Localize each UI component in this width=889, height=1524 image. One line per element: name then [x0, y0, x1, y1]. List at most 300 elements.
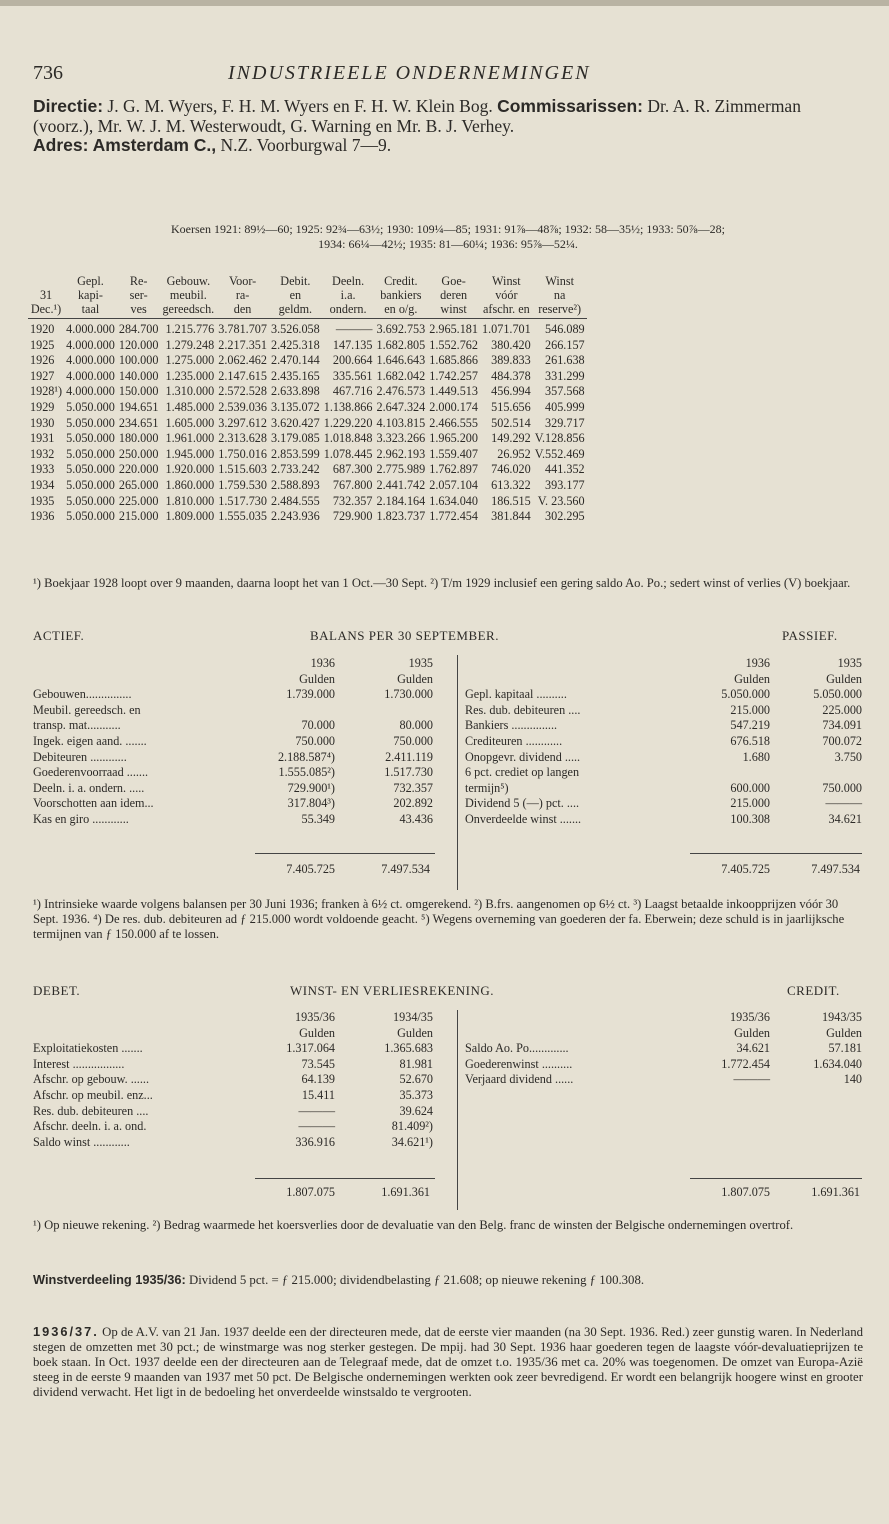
year-header: 1935/36	[730, 1010, 770, 1024]
statement-row	[465, 734, 862, 750]
line-item-label: Ingek. eigen aand. .......	[33, 733, 147, 748]
table-cell: 1.945.000	[165, 446, 215, 461]
line-item-label: Dividend 5 (—) pct. ....	[465, 796, 580, 811]
row-year: 1932	[30, 446, 55, 461]
table-cell: 393.177	[545, 477, 585, 492]
year-header: 1934/35	[393, 1010, 433, 1024]
actief-table	[33, 656, 433, 828]
adres-text: N.Z. Voorburgwal 7—9.	[216, 135, 392, 155]
table-row	[28, 494, 587, 510]
table-cell: 150.000	[118, 384, 159, 399]
winstverdeeling-paragraph	[33, 1272, 863, 1288]
line-item-value: 39.624	[399, 1103, 433, 1118]
line-item-value: 700.072	[822, 733, 862, 748]
table-cell: 4.000.000	[66, 368, 115, 383]
line-item-label: Crediteuren ............	[465, 733, 563, 748]
column-header: Deeln.	[332, 274, 365, 288]
column-header: geldm.	[269, 302, 322, 319]
statement-row	[33, 687, 433, 703]
column-header: en o/g.	[374, 302, 427, 319]
column-header: en	[289, 288, 302, 302]
table-cell: 389.833	[491, 353, 531, 368]
line-item-label: Gebouwen...............	[33, 687, 132, 702]
column-header: kapi-	[77, 288, 103, 302]
line-item-label: termijn⁵)	[465, 780, 509, 795]
statement-row	[465, 796, 862, 812]
table-cell: 1.860.000	[165, 477, 215, 492]
table-cell: 149.292	[491, 431, 531, 446]
table-cell: 200.664	[332, 353, 373, 368]
year-header: 1935	[837, 656, 862, 670]
line-item-value: 1.555.085²)	[278, 765, 335, 780]
line-item-value: 750.000	[822, 780, 862, 795]
table-cell: 2.184.164	[376, 493, 426, 508]
closing-label: 1936/37.	[33, 1324, 99, 1339]
table-cell: 3.135.072	[270, 399, 320, 414]
statement-row	[465, 718, 862, 734]
line-item-value: 5.050.000	[813, 687, 862, 702]
line-item-value: 547.219	[730, 718, 770, 733]
table-cell: 4.000.000	[66, 337, 115, 352]
table-cell: 1.515.603	[218, 462, 267, 477]
table-cell: 515.656	[491, 399, 531, 414]
line-item-value: 676.518	[730, 733, 770, 748]
table-cell: 26.952	[497, 446, 531, 461]
directie-text: J. G. M. Wyers, F. H. M. Wyers en F. H. W. Klein Bog.	[103, 96, 493, 116]
line-item-value: 1.730.000	[384, 687, 433, 702]
line-item-value: 15.411	[301, 1087, 335, 1102]
table-cell: 380.420	[491, 337, 531, 352]
table-cell: 2.441.742	[376, 477, 426, 492]
line-item-label: Gepl. kapitaal ..........	[465, 687, 567, 702]
line-item-label: Deeln. i. a. ondern. .....	[33, 780, 145, 795]
passief-table	[465, 656, 862, 828]
line-item-value: 5.050.000	[721, 687, 770, 702]
winst-title: WINST- EN VERLIESREKENING.	[290, 983, 495, 998]
column-header: afschr. en	[480, 302, 533, 319]
line-item-value: 55.349	[301, 811, 335, 826]
table-cell: 5.050.000	[66, 509, 115, 524]
closing-text: Op de A.V. van 21 Jan. 1937 deelde een der directeuren mede, dat de eerste vier maanden (na 30 Sept. 1936. Red.) zeer gunstig waren. In Nederland stegen de omzetten met 30 pct.; de winstmarge was nog sterker gestegen. De mpij. had 30 Sept. 1936 haar goederen tegen de laagste vóór-devaluatieprijzen te boek staan. In Oct. 1937 deelde een der directeuren aan de Telegraaf mede, dat de omzet t.o. 1935/36 met ca. 20% was toegenomen. De omzet van Europa-Azië steeg in de eerste 9 maanden van 1937 met 50 pct. De Belgische ondernemingen werkten ook zeer bevredigend. Er wordt een belangrijk hoogere winst en grooter dividend verwacht. Het ligt in de bedoeling het onverdeelde winstsaldo te vergrooten.	[33, 1325, 863, 1399]
table-cell: 5.050.000	[66, 493, 115, 508]
spacer-cell	[33, 672, 255, 688]
line-item-value: 140	[843, 1072, 862, 1087]
historical-figures-table	[28, 274, 587, 525]
commissarissen-label: Commissarissen:	[497, 96, 643, 116]
unit-header-row	[33, 672, 433, 688]
table-cell: 1.449.513	[429, 384, 478, 399]
table-cell: 3.620.427	[270, 415, 320, 430]
statement-row	[33, 750, 433, 766]
line-item-label: Interest .................	[33, 1056, 125, 1071]
table-cell: 100.000	[118, 353, 159, 368]
table-cell: 225.000	[118, 493, 159, 508]
table-cell: 331.299	[545, 368, 585, 383]
table-cell: 357.568	[545, 384, 585, 399]
column-header: Credit.	[384, 274, 418, 288]
line-item-value: 750.000	[393, 733, 433, 748]
statement-row	[33, 1041, 433, 1057]
statement-row	[33, 1057, 433, 1073]
line-item-value: 2.188.587⁴)	[277, 749, 335, 764]
table-cell: 1.750.016	[218, 446, 267, 461]
table-cell: 2.588.893	[270, 477, 320, 492]
unit-header: Gulden	[734, 671, 770, 686]
table-row	[28, 400, 587, 416]
table-row	[28, 462, 587, 478]
line-item-label: Onopgevr. dividend .....	[465, 749, 581, 764]
line-item-value: 732.357	[393, 780, 433, 795]
table-cell: 120.000	[118, 337, 159, 352]
column-header: Voor-	[228, 274, 257, 288]
line-item-label: Res. dub. debiteuren ....	[33, 1103, 149, 1118]
table-cell: 767.800	[332, 477, 373, 492]
table-cell: 2.853.599	[270, 446, 320, 461]
debet-table	[33, 1010, 433, 1150]
table-cell: 746.020	[491, 462, 531, 477]
table-cell: V. 23.560	[537, 493, 585, 508]
line-item-value: 64.139	[301, 1072, 335, 1087]
spacer-cell	[465, 672, 690, 688]
table-row	[28, 384, 587, 400]
line-item-label: Debiteuren ............	[33, 749, 127, 764]
statement-row	[33, 703, 433, 719]
table-cell: 1.965.200	[429, 431, 478, 446]
spacer-cell	[33, 656, 255, 672]
line-item-label: Voorschotten aan idem...	[33, 796, 154, 811]
column-header: Winst	[492, 274, 521, 288]
table-cell: 5.050.000	[66, 415, 115, 430]
debet-total-a: 1.807.075	[286, 1185, 335, 1199]
row-year: 1931	[30, 431, 55, 446]
table-cell: V.128.856	[534, 431, 585, 446]
line-item-label: transp. mat...........	[33, 718, 121, 733]
closing-paragraph	[33, 1324, 863, 1400]
line-item-value: 734.091	[822, 718, 862, 733]
table-row	[28, 338, 587, 354]
line-item-value: 3.750	[834, 749, 862, 764]
page-number: 736	[33, 62, 63, 84]
line-item-value	[690, 765, 770, 781]
table-cell: 147.135	[332, 337, 373, 352]
table-cell: 261.638	[545, 353, 585, 368]
directie-label: Directie:	[33, 96, 104, 116]
statement-row	[465, 750, 862, 766]
credit-total-rule	[690, 1178, 862, 1179]
table-cell: 1.279.248	[165, 337, 215, 352]
table-cell: 3.692.753	[376, 322, 426, 336]
line-item-value	[770, 765, 862, 781]
table-cell: 732.357	[332, 493, 373, 508]
spacer-cell	[465, 1026, 690, 1042]
table-cell: 2.733.242	[270, 462, 320, 477]
column-header: 31	[39, 288, 53, 302]
line-item-value: 1.680	[742, 749, 770, 764]
table-row	[28, 509, 587, 525]
line-item-value: ———	[298, 1119, 335, 1134]
line-item-label: Afschr. op meubil. enz...	[33, 1087, 153, 1102]
row-year: 1925	[30, 337, 55, 352]
line-item-value: 729.900¹)	[287, 780, 335, 795]
line-item-value: 70.000	[301, 718, 335, 733]
actief-total-1936: 7.405.725	[286, 862, 335, 876]
line-item-value: 1.317.064	[286, 1041, 335, 1056]
table-cell: 266.157	[545, 337, 585, 352]
winst-left-heading: DEBET.	[33, 983, 81, 998]
debet-total-b: 1.691.361	[381, 1185, 430, 1199]
row-year: 1935	[30, 493, 55, 508]
line-item-label: Afschr. deeln. i. a. ond.	[33, 1119, 147, 1134]
debet-total-rule	[255, 1178, 435, 1179]
balans-right-heading: PASSIEF.	[782, 628, 838, 643]
table-cell: 2.243.936	[270, 509, 320, 524]
line-item-value	[335, 703, 433, 719]
table-cell: 1.634.040	[429, 493, 478, 508]
column-header: taal	[64, 302, 117, 319]
line-item-label: Exploitatiekosten .......	[33, 1041, 143, 1056]
row-year: 1929	[30, 399, 55, 414]
table-cell: 2.057.104	[429, 477, 478, 492]
table-cell: 2.775.989	[376, 462, 426, 477]
header-row	[28, 288, 587, 302]
line-item-label: Afschr. op gebouw. ......	[33, 1072, 149, 1087]
table-cell: 381.844	[491, 509, 531, 524]
intro-paragraph	[33, 97, 863, 156]
statement-row	[33, 781, 433, 797]
line-item-value: 73.545	[301, 1056, 335, 1071]
table-cell: 1.759.530	[218, 477, 267, 492]
table-cell: 1.742.257	[429, 368, 478, 383]
unit-header: Gulden	[299, 671, 335, 686]
table-cell: 456.994	[491, 384, 531, 399]
unit-header: Gulden	[826, 1025, 862, 1040]
table-cell: 2.000.174	[429, 399, 478, 414]
line-item-value	[255, 703, 335, 719]
line-item-label: Saldo winst ............	[33, 1134, 130, 1149]
spacer-cell	[465, 1010, 690, 1026]
balans-left-heading: ACTIEF.	[33, 628, 85, 643]
line-item-value: 225.000	[822, 702, 862, 717]
line-item-value: 34.621	[736, 1041, 770, 1056]
table-cell: 5.050.000	[66, 431, 115, 446]
table-cell: 2.466.555	[429, 415, 478, 430]
table-cell: 2.539.036	[218, 399, 267, 414]
table-cell: 2.962.193	[376, 446, 426, 461]
line-item-label: 6 pct. crediet op langen	[465, 765, 580, 780]
statement-row	[465, 1057, 862, 1073]
unit-header: Gulden	[826, 671, 862, 686]
table-cell: 2.572.528	[218, 384, 267, 399]
line-item-value: 1.772.454	[721, 1056, 770, 1071]
statement-row	[465, 1072, 862, 1088]
table-cell: 1.310.000	[165, 384, 215, 399]
actief-total-1935: 7.497.534	[381, 862, 430, 876]
spacer-cell	[465, 656, 690, 672]
table-row	[28, 353, 587, 369]
line-item-value: 202.892	[393, 796, 433, 811]
table-cell: 2.217.351	[218, 337, 267, 352]
line-item-value: 1.739.000	[286, 687, 335, 702]
table-cell: 1.517.730	[218, 493, 267, 508]
unit-header-row	[465, 1026, 862, 1042]
table-cell: 1.920.000	[165, 462, 215, 477]
table-row	[28, 416, 587, 432]
table-cell: 4.000.000	[66, 353, 115, 368]
line-item-value: 2.411.119	[385, 749, 433, 764]
table-cell: 5.050.000	[66, 477, 115, 492]
line-item-value: 336.916	[295, 1134, 335, 1149]
line-item-value: 81.409²)	[391, 1119, 433, 1134]
year-header-row	[33, 1010, 433, 1026]
column-header: ser-	[129, 288, 148, 302]
line-item-value: ———	[733, 1072, 770, 1087]
winstverdeeling-text: Dividend 5 pct. = ƒ 215.000; dividendbelasting ƒ 21.608; op nieuwe rekening ƒ 100.308.	[185, 1273, 645, 1287]
table-cell: 613.322	[491, 477, 531, 492]
table-cell: 1.555.035	[218, 509, 267, 524]
line-item-value: 34.621¹)	[391, 1134, 433, 1149]
table-cell: 1.685.866	[429, 353, 478, 368]
column-header: vóór	[495, 288, 518, 302]
table-cell: 3.179.085	[270, 431, 320, 446]
unit-header: Gulden	[734, 1025, 770, 1040]
table-cell: 140.000	[118, 368, 159, 383]
header-row	[28, 274, 587, 288]
column-header: reserve²)	[533, 302, 587, 319]
line-item-label: Goederenvoorraad .......	[33, 765, 149, 780]
column-header: bankiers	[380, 288, 422, 302]
table-cell: 2.476.573	[376, 384, 426, 399]
winst-divider	[457, 1010, 458, 1210]
year-header-row	[465, 1010, 862, 1026]
statement-row	[33, 734, 433, 750]
table-row	[28, 319, 587, 338]
table-cell: 502.514	[491, 415, 531, 430]
line-item-value: 1.365.683	[384, 1041, 433, 1056]
year-header-row	[465, 656, 862, 672]
table-cell: 3.526.058	[270, 322, 320, 336]
unit-header: Gulden	[299, 1025, 335, 1040]
table-cell: 1.071.701	[481, 322, 531, 336]
table-cell: 335.561	[332, 368, 373, 383]
table-cell: 284.700	[118, 322, 159, 336]
table-cell: 1.810.000	[165, 493, 215, 508]
row-year: 1930	[30, 415, 55, 430]
line-item-label: Saldo Ao. Po.............	[465, 1041, 569, 1056]
statement-row	[33, 765, 433, 781]
table-cell: 220.000	[118, 462, 159, 477]
row-year: 1927	[30, 368, 55, 383]
line-item-label: Onverdeelde winst .......	[465, 811, 582, 826]
table-row	[28, 478, 587, 494]
table-cell: 1.823.737	[376, 509, 426, 524]
year-header-row	[33, 656, 433, 672]
column-header: Gepl.	[77, 274, 104, 288]
table-cell: 1.078.445	[323, 446, 373, 461]
line-item-value: 57.181	[828, 1041, 862, 1056]
table-cell: 2.484.555	[270, 493, 320, 508]
koersen-line-2: 1934: 66¼—42½; 1935: 81—60¼; 1936: 95⅞—52¼.	[318, 237, 578, 251]
credit-total-b: 1.691.361	[811, 1185, 860, 1199]
table-row	[28, 369, 587, 385]
row-year: 1920	[30, 322, 55, 336]
line-item-value: 35.373	[399, 1087, 433, 1102]
line-item-value: 215.000	[730, 702, 770, 717]
passief-total-1935: 7.497.534	[811, 862, 860, 876]
footnote-main-table: ¹) Boekjaar 1928 loopt over 9 maanden, daarna loopt het van 1 Oct.—30 Sept. ²) T/m 1929 inclusief een gering saldo Ao. Po.; sedert winst of verlies (V) boekjaar.	[33, 576, 851, 590]
column-header: ra-	[235, 288, 250, 302]
unit-header: Gulden	[397, 671, 433, 686]
line-item-label: Bankiers ...............	[465, 718, 558, 733]
balans-divider	[457, 655, 458, 890]
column-header: Re-	[129, 274, 148, 288]
table-cell: 194.651	[118, 399, 159, 414]
table-cell: 467.716	[332, 384, 373, 399]
table-row	[28, 447, 587, 463]
table-cell: 729.900	[332, 509, 373, 524]
column-header: i.a.	[340, 288, 356, 302]
credit-table	[465, 1010, 862, 1088]
table-cell: 1.682.805	[376, 337, 426, 352]
table-cell: 1.772.454	[429, 509, 478, 524]
unit-header-row	[33, 1026, 433, 1042]
table-cell: 4.000.000	[66, 384, 115, 399]
statement-row	[33, 1088, 433, 1104]
table-cell: 250.000	[118, 446, 159, 461]
line-item-value: 100.308	[730, 811, 770, 826]
table-cell: 2.147.615	[218, 368, 267, 383]
table-cell: 1.138.866	[323, 399, 373, 414]
adres-label: Adres: Amsterdam C.,	[33, 135, 217, 155]
table-cell: 1.762.897	[429, 462, 478, 477]
column-header: Gebouw.	[166, 274, 211, 288]
table-cell: 1.275.000	[165, 353, 215, 368]
table-cell: ———	[335, 322, 373, 336]
table-cell: 546.089	[545, 322, 585, 336]
commissarissen-text: Dr. A. R. Zimmerman (voorz.), Mr. W. J. M. Westerwoudt, G. Warning en Mr. B. J. Verhey.	[33, 96, 801, 136]
spacer-cell	[33, 1010, 255, 1026]
koersen-block	[33, 222, 863, 252]
year-header: 1936	[745, 656, 770, 670]
table-cell: 2.313.628	[218, 431, 267, 446]
spacer-cell	[33, 1026, 255, 1042]
line-item-value: 317.804³)	[287, 796, 335, 811]
credit-total-a: 1.807.075	[721, 1185, 770, 1199]
column-header: meubil.	[169, 288, 207, 302]
year-header: 1936	[310, 656, 335, 670]
line-item-label: Res. dub. debiteuren ....	[465, 702, 581, 717]
line-item-value: 43.436	[399, 811, 433, 826]
row-year: 1936	[30, 509, 55, 524]
line-item-value: 215.000	[730, 796, 770, 811]
table-cell: 215.000	[118, 509, 159, 524]
page-edge	[0, 0, 889, 6]
table-cell: 687.300	[332, 462, 373, 477]
table-cell: 484.378	[491, 368, 531, 383]
year-header: 1935/36	[295, 1010, 335, 1024]
column-header: Goe-	[441, 274, 466, 288]
line-item-label: Verjaard dividend ......	[465, 1072, 574, 1087]
table-cell: 1.235.000	[165, 368, 215, 383]
table-cell: 1.646.643	[376, 353, 426, 368]
passief-total-1936: 7.405.725	[721, 862, 770, 876]
unit-header-row	[465, 672, 862, 688]
statement-row	[33, 718, 433, 734]
passief-total-rule	[690, 853, 862, 854]
table-cell: 2.470.144	[270, 353, 320, 368]
footnote-winst: ¹) Op nieuwe rekening. ²) Bedrag waarmede het koersverlies door de devaluatie van den Belg. franc de winsten der Belgische ondernemingen overtrof.	[33, 1218, 794, 1232]
column-header: den	[216, 302, 269, 319]
winstverdeeling-label: Winstverdeeling 1935/36:	[33, 1272, 186, 1287]
